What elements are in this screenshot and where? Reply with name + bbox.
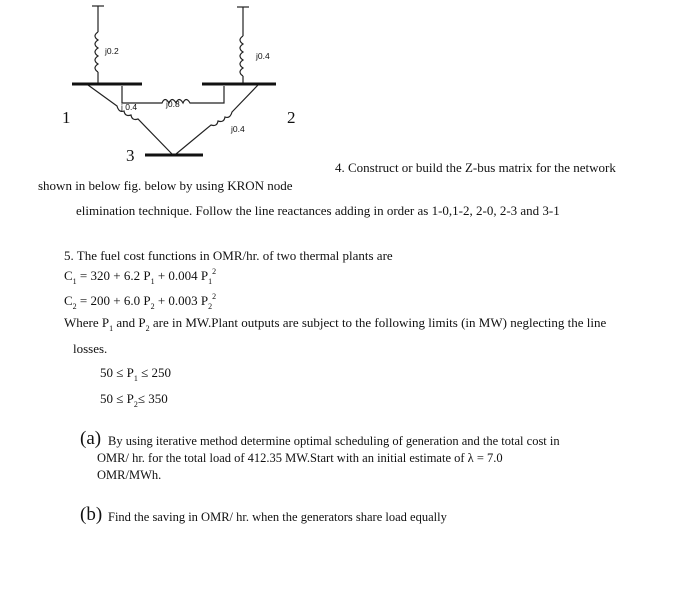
q5-intro: 5. The fuel cost functions in OMR/hr. of two thermal plants are — [64, 248, 393, 263]
line-2-3-reactance-label: j0.4 — [231, 124, 245, 134]
cost-function-c2: $C_2 = 200 + 6.0$ $P_2 + 0.003$ $P_2^2$ — [64, 292, 217, 311]
part-a-line-2: OMR/ hr. for the total load of 412.35 MW.Start with an initial estimate of λ = 7.0 — [97, 451, 503, 465]
bus-3-label: 3 — [126, 146, 135, 165]
losses-text: losses. — [73, 341, 108, 356]
reactance-coil-left — [95, 32, 98, 72]
line-1-2-reactance-label: j0.8 — [166, 99, 180, 109]
ground-symbol-right — [237, 7, 249, 22]
gen-right-reactance-label: j0.4 — [256, 51, 270, 61]
part-b-text: Find the saving in OMR/ hr. when the generators share load equally — [108, 510, 447, 524]
q4-line-2: shown in below fig. below by using KRON node — [38, 178, 293, 193]
part-b-label: (b) — [80, 504, 103, 525]
limit-p2: $50 \le P_2\le 350$ — [100, 391, 168, 409]
ground-symbol-left — [92, 6, 104, 22]
part-a-line-3: OMR/MWh. — [97, 468, 162, 482]
bus-1-label: 1 — [62, 108, 71, 127]
line-1-3-reactance-label: j 0.4 — [121, 102, 138, 112]
q4-line-3: elimination technique. Follow the line reactances adding in order as 1-0,1-2, 2-0, 2-3 and 3-1 — [76, 203, 560, 218]
cost-function-c1: $C_1 = 320 + 6.2$ $P_1 + 0.004$ $P_1^2$ — [64, 267, 217, 286]
part-a-line-1: By using iterative method determine optimal scheduling of generation and the total cost in — [108, 434, 560, 448]
gen-left-reactance-label: j0.2 — [105, 46, 119, 56]
part-a-label: (a) — [80, 428, 102, 449]
q4-line-1: 4. Construct or build the Z-bus matrix for the network — [335, 160, 616, 175]
line-2-3 — [176, 85, 258, 154]
limit-p1: $50 \le P_1 \le 250$ — [100, 365, 172, 383]
bus-2-label: 2 — [287, 108, 296, 127]
reactance-coil-right — [240, 36, 243, 76]
where-statement: Where $P_1$ and $P_2$ are in MW.Plant outputs are subject to the following limits (in MW) neglecting the line — [64, 315, 607, 333]
line-1-3 — [88, 85, 172, 154]
